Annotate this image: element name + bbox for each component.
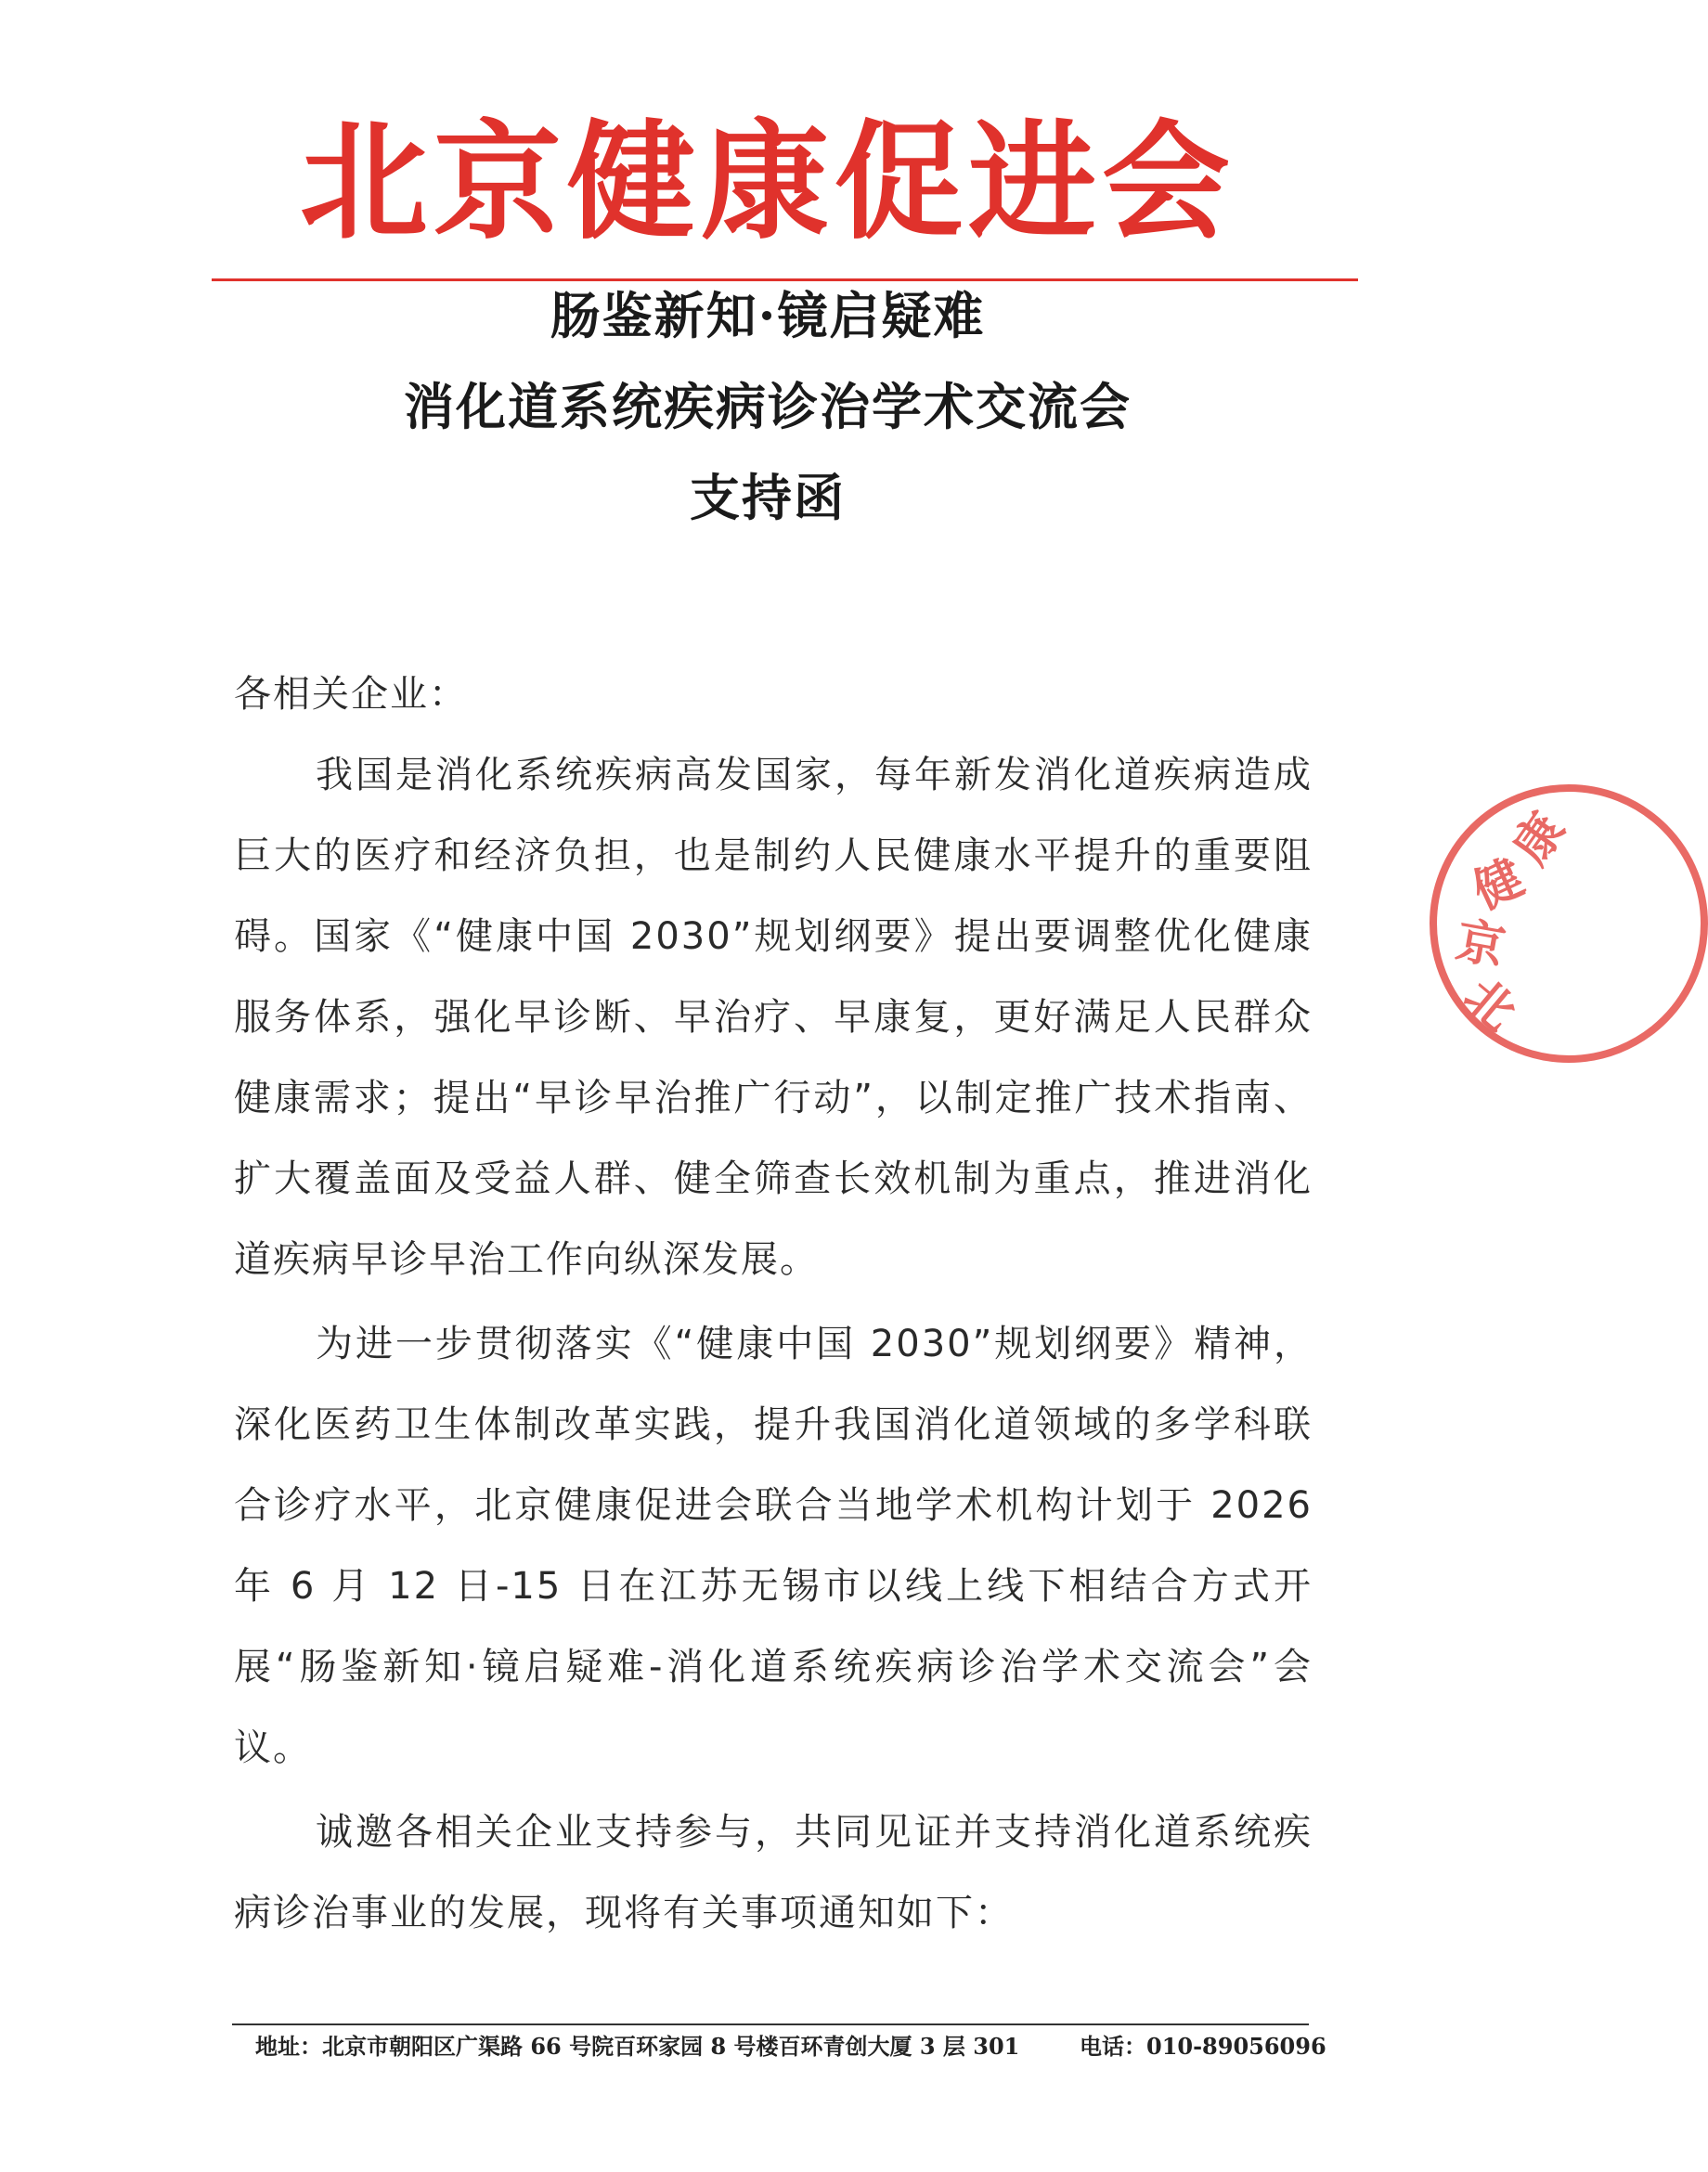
seal-char-2: 健 bbox=[1465, 849, 1533, 921]
seal-stamp bbox=[1430, 784, 1708, 1063]
org-letterhead: 北京健康促进会 bbox=[299, 108, 1236, 257]
header-divider bbox=[212, 278, 1358, 281]
title-block bbox=[0, 288, 1535, 561]
footer-divider bbox=[232, 2023, 1309, 2025]
title-line-2: 消化道系统疾病诊治学术交流会 bbox=[404, 377, 1132, 436]
paragraph-3: 诚邀各相关企业支持参与，共同见证并支持消化道系统疾病诊治事业的发展，现将有关事项通知如下： bbox=[234, 1811, 1313, 1934]
letter-body bbox=[234, 654, 1313, 1958]
footer-phone: 电话：010-89056096 bbox=[1080, 2033, 1326, 2060]
footer-address: 地址：北京市朝阳区广渠路 66 号院百环家园 8 号楼百环青创大厦 3 层 301 bbox=[255, 2033, 1020, 2060]
paragraph-1: 我国是消化系统疾病高发国家，每年新发消化道疾病造成巨大的医疗和经济负担，也是制约人民健康水平提升的重要阻碍。国家《“健康中国 2030”规划纲要》提出要调整优化健康服务体系，强化早诊断、早治疗、早康复，更好满足人民群众健康需求；提出“早诊早治推广行动”，以制定推广技术指南、扩大覆盖面及受益人群、健全筛查长效机制为重点，推进消化道疾病早诊早治工作向纵深发展。 bbox=[234, 754, 1313, 1281]
title-line-3: 支持函 bbox=[690, 468, 846, 527]
paragraph-2: 为进一步贯彻落实《“健康中国 2030”规划纲要》精神，深化医药卫生体制改革实践，提升我国消化道领域的多学科联合诊疗水平，北京健康促进会联合当地学术机构计划于 2026 年 6 月 12 日-15 日在江苏无锡市以线上线下相结合方式开展“肠鉴新知·镜启疑难-消化道系统疾病诊治学术交流会”会议。 bbox=[234, 1323, 1313, 1769]
seal-char-4: 北 bbox=[1453, 968, 1526, 1042]
salutation: 各相关企业： bbox=[234, 673, 468, 716]
seal-char-1: 康 bbox=[1503, 803, 1577, 875]
seal-char-3: 京 bbox=[1452, 912, 1509, 976]
title-line-1: 肠鉴新知·镜启疑难 bbox=[550, 286, 986, 345]
